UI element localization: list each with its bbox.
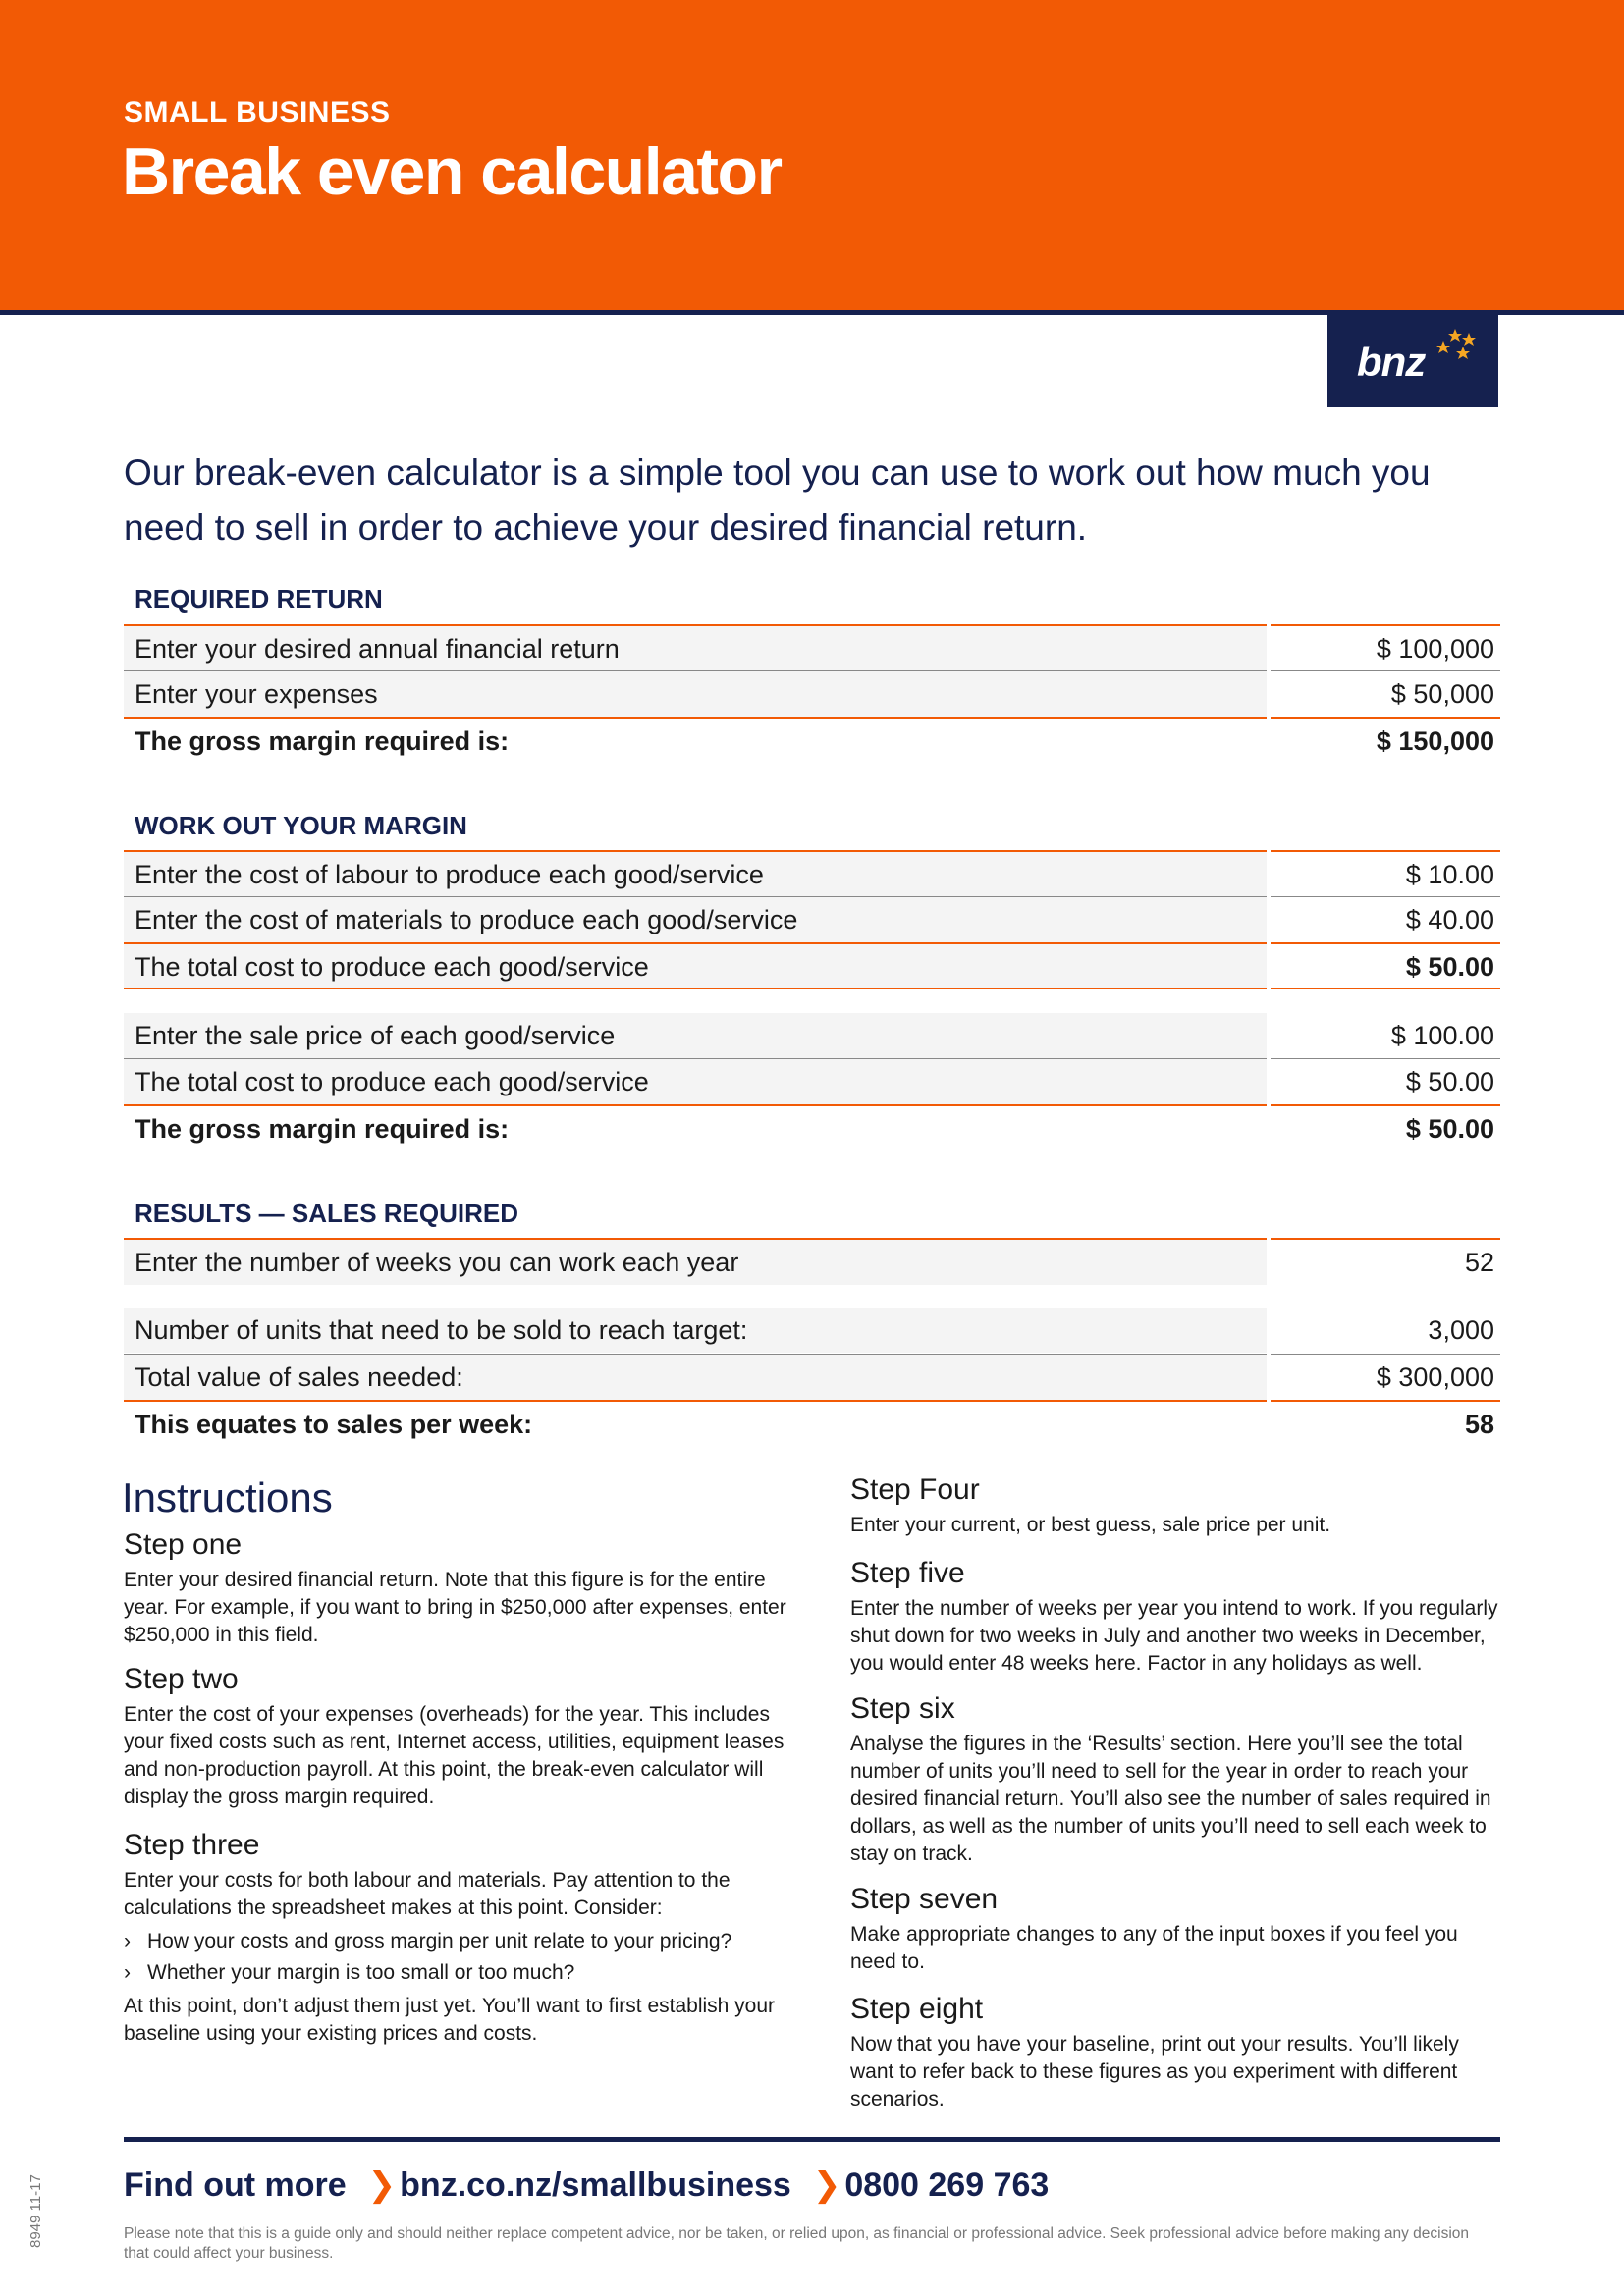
chevron-right-icon: › [124,1961,131,1984]
step-text: Now that you have your baseline, print out your results. You’ll likely want to refer back to these figures as you experiment with different scenarios. [850,2033,1459,2110]
bullet-item [124,1926,791,1957]
label-cell [124,896,1267,942]
step-text: Enter the cost of your expenses (overheads) for the year. This includes your fixed costs such as rent, Internet access, utilities, equipment leases and non-production payroll. At this point, the break-even calculator will display the gross margin required. [124,1703,785,1808]
step-title: Step five [850,1557,965,1589]
step-bullets [124,1926,791,1989]
row-label: Enter your desired annual financial return [135,634,620,664]
row-total-cost-2 [124,1058,1500,1103]
step-text: Enter your costs for both labour and materials. Pay attention to the calculations the spreadsheet makes at this point. Consider: [124,1869,731,1919]
row-label: Total value of sales needed: [135,1362,463,1392]
row-expenses [124,670,1500,716]
value-cell [1271,942,1500,989]
label-cell [124,624,1267,671]
section-title-results: RESULTS — SALES REQUIRED [135,1199,519,1228]
row-label: Enter the cost of labour to produce each good/service [135,860,764,889]
value-cell [1271,1354,1500,1400]
value-cell[interactable] [1271,1238,1500,1285]
step-title: Step two [124,1663,239,1695]
row-label: The gross margin required is: [135,726,510,756]
row-label: The gross margin required is: [135,1114,510,1144]
value-cell[interactable] [1271,670,1500,717]
row-label: Enter the sale price of each good/service [135,1021,616,1050]
phone-link[interactable]: 0800 269 763 [844,2166,1050,2204]
step-text: Enter the number of weeks per year you intend to work. If you regularly shut down for two weeks in July and another two weeks in December, you would enter 48 weeks here. Factor in any holidays as well. [850,1597,1498,1675]
row-label: The total cost to produce each good/service [135,952,649,982]
total-cost-output: $ 50.00 [1405,1067,1494,1096]
chevron-right-icon: ❯ [367,2166,397,2204]
bullet-text: How your costs and gross margin per unit relate to your pricing? [147,1930,732,1952]
step-two [124,1662,791,1811]
step-title: Step six [850,1692,955,1725]
row-label: The total cost to produce each good/service [135,1067,649,1096]
row-sales-per-week [124,1400,1500,1445]
row-gross-margin-unit [124,1104,1500,1149]
step-title: Step eight [850,1993,984,2025]
row-labour-cost [124,850,1500,895]
row-total-cost [124,942,1500,988]
step-text: Enter your desired financial return. Note that this figure is for the entire year. For example, if you want to bring in $250,000 after expenses, enter $250,000 in this field. [124,1569,786,1646]
chevron-right-icon: › [124,1930,131,1952]
label-cell [124,717,1267,764]
value-cell [1271,717,1500,764]
units-output: 3,000 [1428,1315,1494,1345]
footer-divider [124,2137,1500,2142]
row-materials-cost [124,896,1500,941]
find-more-label: Find out more [124,2166,347,2204]
step-text-after: At this point, don’t adjust them just yet. You’ll want to first establish your baseline using your existing prices and costs. [124,1995,776,2045]
step-seven [850,1882,1508,1976]
step-eight [850,1992,1508,2113]
row-desired-return [124,624,1500,669]
page-title: Break even calculator [122,134,782,209]
row-sale-price [124,1013,1500,1058]
instructions-heading: Instructions [122,1474,333,1521]
step-three [124,1828,791,2048]
step-text: Make appropriate changes to any of the input boxes if you feel you need to. [850,1923,1458,1973]
row-label: Enter the cost of materials to produce each good/service [135,905,798,934]
value-cell[interactable] [1271,850,1500,897]
labour-cost-input[interactable]: $ 10.00 [1405,860,1494,889]
label-cell [124,1013,1267,1058]
gross-margin-output: $ 150,000 [1376,726,1494,756]
step-title: Step one [124,1528,243,1561]
document-code: 8949 11-17 [27,2174,44,2248]
intro-text: Our break-even calculator is a simple tool you can use to work out how much you need to sell in order to achieve your desired financial return. [124,453,1431,548]
disclaimer: Please note that this is a guide only and should neither replace competent advice, nor be taken, or relied upon, as financial or professional advice. Seek professional advice before making any decision that could affect your business. [124,2225,1470,2262]
section-title-margin: WORK OUT YOUR MARGIN [135,811,467,840]
step-title: Step three [124,1829,260,1861]
step-one [124,1527,791,1649]
label-cell [124,1104,1267,1151]
step-title: Step seven [850,1883,999,1915]
sales-value-output: $ 300,000 [1376,1362,1494,1392]
bullet-text: Whether your margin is too small or too much? [147,1961,575,1984]
table-divider [124,988,1500,989]
label-cell [124,1354,1267,1400]
expenses-input[interactable]: $ 50,000 [1390,679,1494,709]
find-out-more [124,2165,1049,2205]
row-sales-value [124,1354,1500,1399]
step-four [850,1472,1508,1539]
value-cell [1271,1400,1500,1447]
row-label: Enter your expenses [135,679,378,709]
row-weeks [124,1238,1500,1283]
row-label: Number of units that need to be sold to reach target: [135,1315,748,1345]
label-cell [124,1400,1267,1447]
label-cell [124,942,1267,989]
label-cell [124,1238,1267,1285]
row-label: Enter the number of weeks you can work each year [135,1248,739,1277]
bnz-logo [1327,315,1498,407]
label-cell [124,670,1267,717]
materials-cost-input[interactable]: $ 40.00 [1405,905,1494,934]
logo-wordmark: bnz [1357,339,1426,385]
step-six [850,1691,1508,1868]
row-gross-margin-total [124,717,1500,762]
website-link[interactable]: bnz.co.nz/smallbusiness [400,2166,791,2204]
row-units-needed [124,1308,1500,1353]
value-cell[interactable] [1271,624,1500,671]
step-five [850,1556,1508,1678]
total-cost-output: $ 50.00 [1405,952,1494,982]
step-title: Step Four [850,1473,980,1506]
bullet-item [124,1957,791,1989]
label-cell [124,1058,1267,1104]
weeks-input[interactable]: 52 [1464,1248,1494,1277]
row-label: This equates to sales per week: [135,1410,533,1439]
label-cell [124,1308,1267,1353]
sales-per-week-output: 58 [1464,1410,1494,1439]
sale-price-input[interactable]: $ 100.00 [1390,1021,1494,1050]
stars-icon [1434,327,1483,366]
section-title-required-return: REQUIRED RETURN [135,584,383,614]
value-cell[interactable] [1271,1013,1500,1058]
value-cell [1271,1058,1500,1104]
value-cell[interactable] [1271,896,1500,942]
header-kicker: SMALL BUSINESS [124,96,391,129]
label-cell [124,850,1267,897]
unit-margin-output: $ 50.00 [1405,1114,1494,1144]
page-header [0,0,1624,310]
step-text: Analyse the figures in the ‘Results’ section. Here you’ll see the total number of units you’ll need to sell for the year in order to reach your desired financial return. You’ll also see the number of sales required in dollars, as well as the number of units you’ll need to sell each week to stay on track. [850,1733,1491,1865]
chevron-right-icon: ❯ [812,2166,841,2204]
value-cell [1271,1308,1500,1353]
desired-return-input[interactable]: $ 100,000 [1376,634,1494,664]
step-text: Enter your current, or best guess, sale price per unit. [850,1514,1331,1536]
value-cell [1271,1104,1500,1151]
